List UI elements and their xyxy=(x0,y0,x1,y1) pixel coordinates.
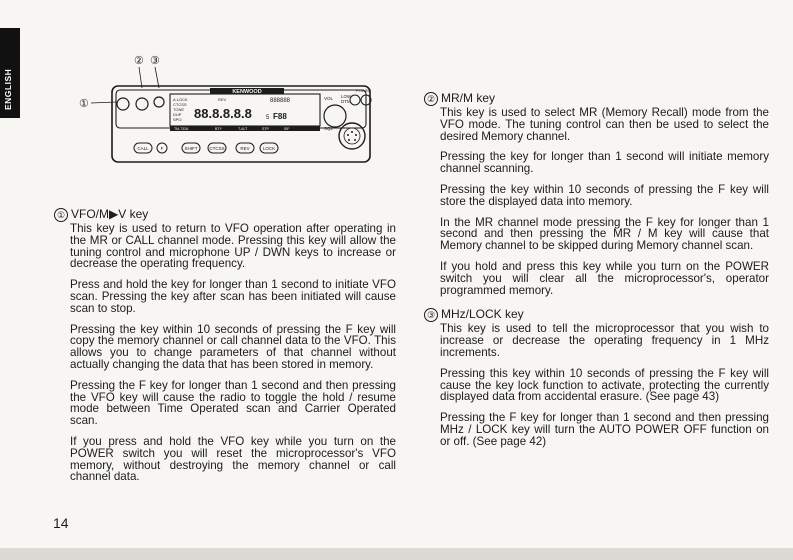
callout-3: ③ xyxy=(150,55,160,67)
paragraph: If you hold and press this key while you turn on the POWER switch you will clear all the microprocessor's, operator programmed memory. xyxy=(440,259,769,297)
sub-label-1: BTY xyxy=(215,127,222,131)
section-number: ① xyxy=(54,208,68,222)
paragraph: Pressing the F key for longer than 1 second and then pressing MHz / LOCK key will turn the AUTO POWER OFF function on or off. (See page 42) xyxy=(440,411,769,448)
section-title: MHz/LOCK key xyxy=(441,307,524,322)
small-digits-right: F88 xyxy=(273,112,287,121)
svg-text:SHIFT: SHIFT xyxy=(184,146,198,151)
svg-text:LOCK: LOCK xyxy=(262,146,276,151)
callout-1: ① xyxy=(79,98,89,110)
dtm-label: DTM xyxy=(341,99,351,104)
section-heading xyxy=(424,92,769,106)
sub-label-3: STP xyxy=(262,127,269,131)
svg-text:CALL: CALL xyxy=(137,146,149,151)
section-mhz-lock-key xyxy=(424,308,769,447)
small-digits-top: 888888 xyxy=(270,98,291,104)
sub-label-4: SIF xyxy=(284,127,290,131)
section-number: ② xyxy=(424,92,438,106)
low-label: LOW xyxy=(341,94,352,99)
paragraph: Pressing the F key for longer than 1 second and then pressing the VFO key will cause the radio to toggle the hold / resume mode between Time Operated scan and Carrier Operated scan. xyxy=(70,378,396,428)
scan-bottom-edge xyxy=(0,548,793,560)
section-mr-key xyxy=(424,92,769,296)
page-number: 14 xyxy=(53,515,69,531)
svg-text:F: F xyxy=(160,146,164,151)
vfo-knob xyxy=(136,98,148,110)
sql-label: SQL xyxy=(324,126,334,131)
language-tab xyxy=(0,28,20,118)
section-heading xyxy=(54,208,396,222)
rev-label: REV xyxy=(218,97,227,102)
paragraph: If you press and hold the VFO key while you turn on the POWER switch you will reset the microprocessor's VFO memory, without destroying the memory channel or call channel data. xyxy=(70,434,396,484)
five-label: 5 xyxy=(266,115,270,121)
paragraph: This key is used to return to VFO operation after operating in the MR or CALL channel mode. Pressing this key will allow the tuning control and microphone UP / DWN keys to increase or decrease the operating frequency. xyxy=(70,222,396,271)
paragraph: Pressing the key within 10 seconds of pressing the F key will store the displayed data into memory. xyxy=(440,182,769,208)
section-title: MR/M key xyxy=(441,91,495,106)
section-title: VFO/M▶V key xyxy=(71,207,149,222)
paragraph: Press and hold the key for longer than 1 second to initiate VFO scan. Pressing the key after scan has been initiated will cause scan to stop. xyxy=(70,278,396,315)
section-number: ③ xyxy=(424,308,438,322)
paragraph: Pressing the key within 10 seconds of pressing the F key will copy the memory channel or call channel data to the VFO. This allows you to change parameters of that channel without actually changing the data that has been stored in memory. xyxy=(70,322,396,371)
section-vfo-key xyxy=(54,208,396,483)
vol-label: VOL xyxy=(324,96,334,101)
status-label-3: DUP xyxy=(173,112,182,117)
power-label: POWER xyxy=(356,88,372,93)
status-label-2: TONE xyxy=(173,107,185,112)
language-tab-label: ENGLISH xyxy=(3,68,13,110)
svg-text:CTCSS: CTCSS xyxy=(209,146,225,151)
paragraph: This key is used to select MR (Memory Recall) mode from the VFO mode. The tuning control can then be used to select the desired Memory channel. xyxy=(440,106,769,143)
callout-2: ② xyxy=(134,55,144,67)
brand-label: KENWOOD xyxy=(232,89,262,95)
sub-label-0: TM-732A xyxy=(174,127,189,131)
sub-label-2: T-ALT xyxy=(238,127,248,131)
microphone-connector xyxy=(339,123,365,149)
right-column xyxy=(424,92,769,457)
status-label-4: SPO xyxy=(173,117,182,122)
left-knob xyxy=(117,98,129,110)
tuning-knob xyxy=(324,105,346,127)
main-frequency-digits: 88.8.8.8.8 xyxy=(194,106,252,121)
mr-knob xyxy=(154,97,164,107)
section-heading xyxy=(424,308,769,322)
low-button xyxy=(350,95,360,105)
status-label-0: A.LOCK xyxy=(173,97,188,102)
paragraph: Pressing this key within 10 seconds of pressing the F key will cause the key lock function to activate, protecting the currently displayed data from accidental erasure. (See page 43) xyxy=(440,366,769,404)
status-label-1: CTCSS xyxy=(173,102,187,107)
left-column xyxy=(54,208,396,492)
paragraph: Pressing the key for longer than 1 second will initiate memory channel scanning. xyxy=(440,150,769,176)
svg-text:REV: REV xyxy=(240,146,250,151)
radio-front-panel-illustration xyxy=(70,50,390,180)
paragraph: In the MR channel mode pressing the F key for longer than 1 second and then pressing the MR / M key will cause that Memory channel to be skipped during Memory channel scan. xyxy=(440,215,769,253)
paragraph: This key is used to tell the microprocessor that you wish to increase or decrease the operating frequency in 1 MHz increments. xyxy=(440,322,769,359)
